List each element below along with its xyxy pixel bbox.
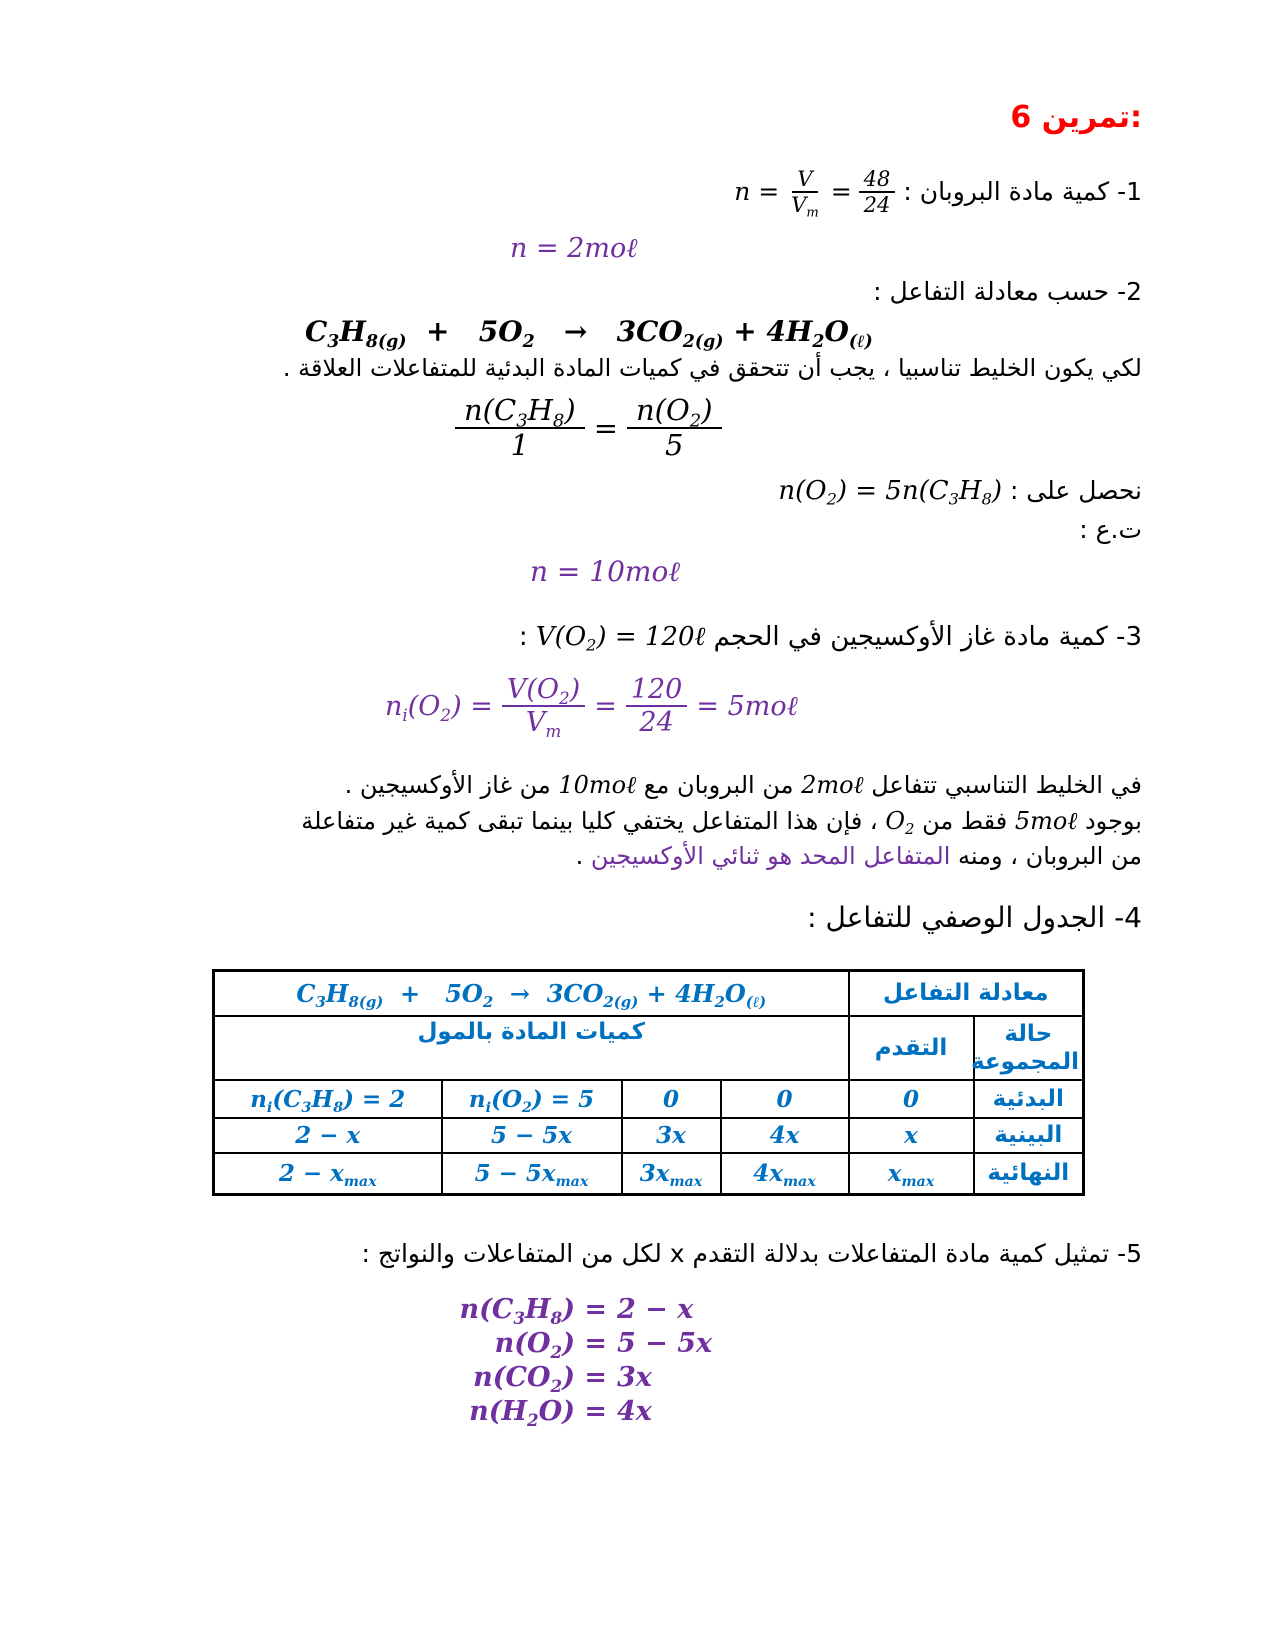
table-row-headers (213, 1016, 1083, 1080)
state-header: حالة المجموعة (974, 1016, 1084, 1080)
h2o-cell: 0 (721, 1080, 849, 1118)
reaction-table (212, 969, 1085, 1196)
c3h8-cell: $2 - x_{max}$ (213, 1153, 441, 1194)
table-row-final (213, 1153, 1083, 1194)
step1-propane-amount-line (75, 161, 1142, 223)
step4-heading: 4- الجدول الوصفي للتفاعل : (807, 901, 1142, 935)
step3-heading (75, 619, 1142, 657)
step1-result (75, 233, 1142, 264)
c3h8-cell: $n_i(C_3H_8) = 2$ (213, 1080, 441, 1118)
reaction-equation-text: $C_3H_{8(g)} + 5O_2 \to 3CO_{2(g)} + 4H_2O_{(\ell)}$ (305, 315, 873, 353)
o2-cell: $5 - 5x_{max}$ (442, 1153, 622, 1194)
step1-result-value: n = 2moℓ (510, 233, 638, 264)
progress-cell: x (849, 1118, 974, 1153)
exercise-title (75, 100, 1142, 135)
oxygen-volume-value: $V(O_2)$ = 120ℓ (535, 621, 706, 655)
equals-sign: = (593, 411, 618, 446)
o2-cell: 5 − 5x (442, 1118, 622, 1153)
formula-lhs: n = (734, 176, 780, 206)
numeric-application-label: ت.ع : (1079, 515, 1142, 545)
expression-lhs: $n(H_2O)$ = (469, 1396, 607, 1430)
step3-heading-colon: : (518, 621, 528, 652)
o2-cell: $n_i(O_2) = 5$ (442, 1080, 622, 1118)
table-row-equation (213, 970, 1083, 1016)
fraction-nc3h8-over-1: $\frac{n(C_3H_8)}{1}$ (455, 394, 585, 463)
state-cell: البدئية (974, 1080, 1084, 1118)
propane-moles-value: 2moℓ (801, 771, 864, 800)
step1-heading: 1- كمية مادة البروبان : (903, 176, 1142, 206)
progress-header: التقدم (849, 1016, 974, 1080)
obtain-relation: $n(O_2) = 5n(C_3H_8)$ (778, 475, 1002, 509)
expression-lhs: $n(O_2)$ = (494, 1328, 607, 1362)
reaction-equation (75, 315, 1142, 353)
mole-ratio-relation (75, 394, 1142, 463)
step2-heading: 2- حسب معادلة التفاعل : (873, 277, 1142, 306)
h2o-cell: $4x_{max}$ (721, 1153, 849, 1194)
fraction-v-vm: $\frac{V}{V_m}$ (791, 166, 819, 221)
fraction-vo2-vm: $\frac{V(O_2)}{V_m}$ (502, 674, 585, 738)
conclusion-line-2: بوجود 5moℓ فقط من $O_2$ ، فإن هذا المتفاعل يختفي كليا بينما تبقى كمية غير متفاعلة (301, 806, 1142, 838)
available-oxygen-value: 5moℓ (1014, 806, 1078, 835)
fraction-48-24: $\frac{48}{24}$ (859, 167, 896, 217)
h2o-cell: 4x (721, 1118, 849, 1153)
state-cell: النهائية (974, 1153, 1084, 1194)
progress-cell: 0 (849, 1080, 974, 1118)
step2-result (75, 555, 1142, 589)
step1-mole-formula (734, 166, 895, 221)
expression-rhs: 5 − 5x (617, 1328, 713, 1360)
amount-expressions (75, 1294, 1142, 1430)
equals-sign: = (830, 176, 852, 206)
amounts-header: كميات المادة بالمول (213, 1016, 848, 1080)
table-row-initial (213, 1080, 1083, 1118)
co2-cell: $3x_{max}$ (622, 1153, 721, 1194)
exercise-title-text: تمرين 6: (1010, 100, 1142, 135)
co2-cell: 3x (622, 1118, 721, 1153)
state-cell: البينية (974, 1118, 1084, 1153)
expression-lhs: $n(CO_2)$ = (473, 1362, 607, 1396)
fraction-120-24: $\frac{120}{24}$ (626, 674, 688, 738)
table-row-intermediate (213, 1118, 1083, 1153)
oxygen-moles-value: 10moℓ (558, 771, 637, 800)
limiting-reagent-highlight: المتفاعل المحد هو ثنائي الأوكسيجين (590, 841, 951, 870)
expression-rhs: 2 − x (617, 1294, 694, 1326)
table-equation-cell: $C_3H_{8(g)} + 5O_2 \to 3CO_{2(g)} + 4H_2O_{(\ell)}$ (213, 970, 848, 1016)
formula-lhs: $n_i(O_2)$ = (385, 690, 493, 725)
oxygen-moles-formula (75, 674, 1142, 742)
obtain-label: نحصل على : (1009, 475, 1142, 505)
step5-heading: 5- تمثيل كمية مادة المتفاعلات بدلالة التقدم x لكل من المتفاعلات والنواتج : (361, 1238, 1142, 1268)
c3h8-cell: 2 − x (213, 1118, 441, 1153)
conclusion-paragraph (75, 768, 1142, 874)
obtain-line (75, 473, 1142, 511)
expression-rhs: 3x (617, 1362, 652, 1394)
equals-sign: = (594, 690, 617, 722)
table-equation-label: معادلة التفاعل (849, 970, 1084, 1016)
conclusion-line-1: في الخليط التناسبي تتفاعل 2moℓ من البروبان مع 10moℓ من غاز الأوكسيجين . (344, 771, 1142, 800)
progress-cell: $x_{max}$ (849, 1153, 974, 1194)
expression-rhs: 4x (617, 1396, 652, 1428)
formula-result: = 5moℓ (696, 690, 798, 722)
step2-result-value: n = 10moℓ (530, 554, 680, 588)
expression-lhs: $n(C_3H_8)$ = (459, 1294, 607, 1328)
stoichiometry-condition: لكي يكون الخليط تناسبيا ، يجب أن تتحقق في كميات المادة البدئية للمتفاعلات العلاقة . (282, 354, 1142, 383)
conclusion-line-3: من البروبان ، ومنه المتفاعل المحد هو ثنائي الأوكسيجين . (575, 841, 1142, 870)
o2-symbol: $O_2$ (885, 806, 915, 838)
co2-cell: 0 (622, 1080, 721, 1118)
fraction-no2-over-5: $\frac{n(O_2)}{5}$ (627, 394, 722, 463)
step3-heading-text: 3- كمية مادة غاز الأوكسيجين في الحجم (713, 621, 1142, 652)
